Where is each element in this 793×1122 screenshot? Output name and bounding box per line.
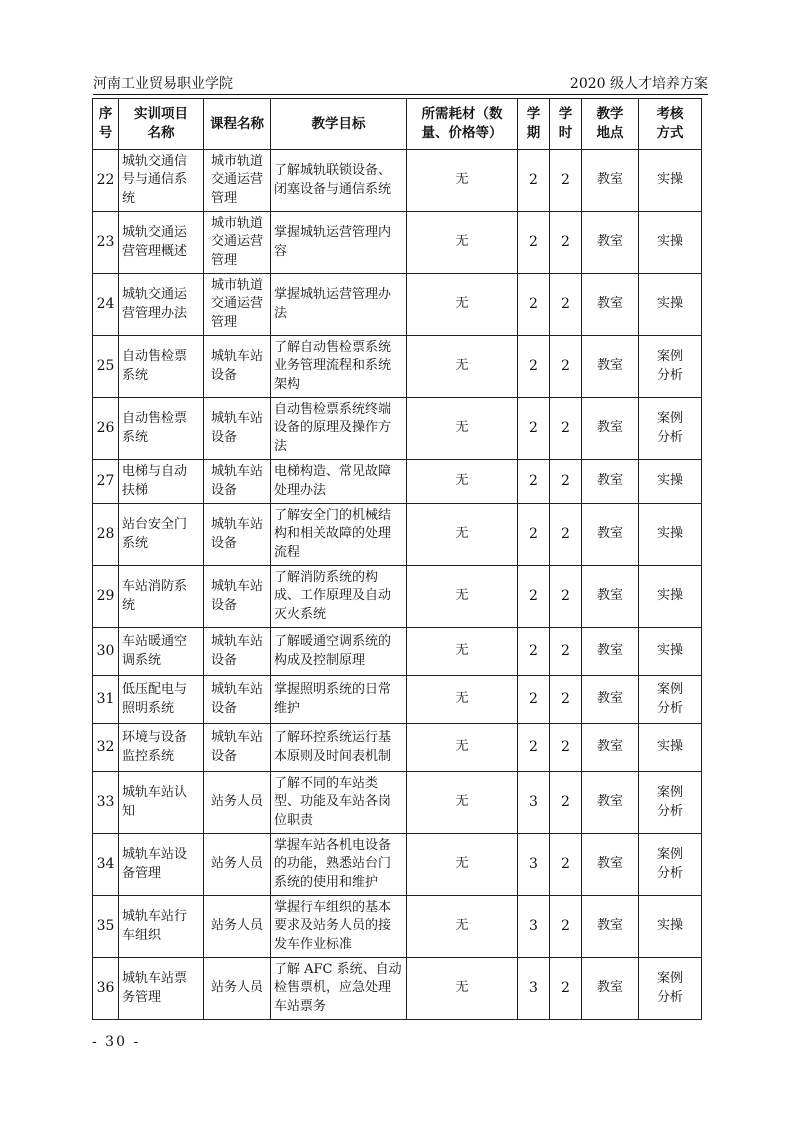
table-row: [93, 150, 702, 212]
cell-materials: 无: [407, 504, 518, 566]
cell-course: 城市轨道交通运营管理: [204, 212, 271, 274]
cell-assess: 实操: [639, 896, 702, 958]
cell-course: 城轨车站设备: [204, 566, 271, 628]
cell-place: 教室: [582, 150, 639, 212]
cell-term: 2: [518, 274, 550, 336]
cell-no: 31: [93, 676, 119, 724]
cell-term: 3: [518, 772, 550, 834]
cell-no: 24: [93, 274, 119, 336]
cell-item: 自动售检票系统: [119, 398, 204, 460]
cell-materials: 无: [407, 834, 518, 896]
table-row: [93, 834, 702, 896]
cell-course: 城市轨道交通运营管理: [204, 150, 271, 212]
cell-item: 车站暖通空调系统: [119, 628, 204, 676]
cell-materials: 无: [407, 398, 518, 460]
cell-term: 2: [518, 676, 550, 724]
cell-no: 36: [93, 958, 119, 1020]
page-header: [93, 73, 708, 93]
table-row: [93, 958, 702, 1020]
cell-item: 城轨车站认知: [119, 772, 204, 834]
cell-item: 电梯与自动扶梯: [119, 460, 204, 504]
cell-materials: 无: [407, 958, 518, 1020]
cell-materials: 无: [407, 336, 518, 398]
cell-course: 城轨车站设备: [204, 724, 271, 772]
cell-assess: 实操: [639, 212, 702, 274]
col-term: 学期: [518, 99, 550, 150]
table-row: [93, 274, 702, 336]
cell-goal: 了解不同的车站类型、功能及车站各岗位职责: [271, 772, 407, 834]
cell-goal: 了解消防系统的构成、工作原理及自动灭火系统: [271, 566, 407, 628]
cell-hours: 2: [550, 628, 582, 676]
cell-assess: 案例分析: [639, 676, 702, 724]
cell-goal: 掌握城轨运营管理内容: [271, 212, 407, 274]
cell-term: 3: [518, 958, 550, 1020]
cell-assess: 案例分析: [639, 398, 702, 460]
cell-item: 环境与设备监控系统: [119, 724, 204, 772]
cell-hours: 2: [550, 398, 582, 460]
cell-no: 35: [93, 896, 119, 958]
cell-materials: 无: [407, 212, 518, 274]
cell-goal: 掌握照明系统的日常维护: [271, 676, 407, 724]
cell-course: 城轨车站设备: [204, 628, 271, 676]
cell-hours: 2: [550, 150, 582, 212]
cell-no: 27: [93, 460, 119, 504]
cell-place: 教室: [582, 724, 639, 772]
cell-assess: 案例分析: [639, 834, 702, 896]
cell-item: 低压配电与照明系统: [119, 676, 204, 724]
cell-item: 城轨交通运营管理概述: [119, 212, 204, 274]
cell-materials: 无: [407, 460, 518, 504]
cell-course: 站务人员: [204, 896, 271, 958]
cell-goal: 掌握车站各机电设备的功能，熟悉站台门系统的使用和维护: [271, 834, 407, 896]
cell-item: 自动售检票系统: [119, 336, 204, 398]
cell-no: 34: [93, 834, 119, 896]
cell-materials: 无: [407, 896, 518, 958]
cell-course: 城市轨道交通运营管理: [204, 274, 271, 336]
cell-assess: 实操: [639, 504, 702, 566]
table-row: [93, 628, 702, 676]
cell-term: 2: [518, 460, 550, 504]
cell-item: 车站消防系统: [119, 566, 204, 628]
table-row: [93, 896, 702, 958]
school-name: 河南工业贸易职业学院: [93, 76, 233, 92]
cell-materials: 无: [407, 628, 518, 676]
cell-materials: 无: [407, 772, 518, 834]
cell-hours: 2: [550, 274, 582, 336]
cell-item: 城轨车站票务管理: [119, 958, 204, 1020]
header-rule: [93, 94, 708, 95]
cell-goal: 了解城轨联锁设备、闭塞设备与通信系统: [271, 150, 407, 212]
cell-term: 2: [518, 150, 550, 212]
cell-hours: 2: [550, 336, 582, 398]
cell-goal: 了解环控系统运行基本原则及时间表机制: [271, 724, 407, 772]
cell-place: 教室: [582, 398, 639, 460]
cell-assess: 案例分析: [639, 336, 702, 398]
col-no: 序号: [93, 99, 119, 150]
cell-goal: 电梯构造、常见故障处理办法: [271, 460, 407, 504]
cell-assess: 实操: [639, 566, 702, 628]
table-row: [93, 212, 702, 274]
cell-term: 2: [518, 398, 550, 460]
cell-place: 教室: [582, 628, 639, 676]
col-materials: 所需耗材（数量、价格等）: [407, 99, 518, 150]
cell-assess: 实操: [639, 724, 702, 772]
cell-item: 城轨交通信号与通信系统: [119, 150, 204, 212]
cell-assess: 实操: [639, 460, 702, 504]
cell-goal: 掌握行车组织的基本要求及站务人员的接发车作业标准: [271, 896, 407, 958]
cell-hours: 2: [550, 958, 582, 1020]
cell-term: 2: [518, 566, 550, 628]
cell-goal: 了解安全门的机械结构和相关故障的处理流程: [271, 504, 407, 566]
cell-course: 城轨车站设备: [204, 504, 271, 566]
cell-course: 城轨车站设备: [204, 676, 271, 724]
cell-hours: 2: [550, 460, 582, 504]
col-assess: 考核方式: [639, 99, 702, 150]
col-item: 实训项目名称: [119, 99, 204, 150]
cell-hours: 2: [550, 212, 582, 274]
cell-place: 教室: [582, 834, 639, 896]
cell-no: 28: [93, 504, 119, 566]
cell-course: 城轨车站设备: [204, 460, 271, 504]
cell-place: 教室: [582, 566, 639, 628]
cell-term: 2: [518, 336, 550, 398]
cell-materials: 无: [407, 676, 518, 724]
cell-hours: 2: [550, 896, 582, 958]
table-row: [93, 566, 702, 628]
table-row: [93, 398, 702, 460]
cell-hours: 2: [550, 724, 582, 772]
col-goal: 教学目标: [271, 99, 407, 150]
cell-place: 教室: [582, 212, 639, 274]
cell-goal: 了解暖通空调系统的构成及控制原理: [271, 628, 407, 676]
cell-item: 站台安全门系统: [119, 504, 204, 566]
program-title: 2020 级人才培养方案: [569, 76, 708, 92]
cell-term: 3: [518, 896, 550, 958]
cell-no: 33: [93, 772, 119, 834]
cell-term: 2: [518, 504, 550, 566]
training-table: [92, 98, 702, 1020]
cell-no: 25: [93, 336, 119, 398]
cell-place: 教室: [582, 504, 639, 566]
page-number: - 30 -: [92, 1034, 141, 1050]
cell-goal: 自动售检票系统终端设备的原理及操作方法: [271, 398, 407, 460]
cell-place: 教室: [582, 336, 639, 398]
cell-term: 3: [518, 834, 550, 896]
cell-materials: 无: [407, 566, 518, 628]
cell-place: 教室: [582, 958, 639, 1020]
cell-place: 教室: [582, 896, 639, 958]
cell-course: 站务人员: [204, 772, 271, 834]
cell-goal: 了解自动售检票系统业务管理流程和系统架构: [271, 336, 407, 398]
cell-course: 城轨车站设备: [204, 336, 271, 398]
cell-term: 2: [518, 628, 550, 676]
cell-item: 城轨车站设备管理: [119, 834, 204, 896]
cell-item: 城轨车站行车组织: [119, 896, 204, 958]
cell-place: 教室: [582, 772, 639, 834]
cell-course: 站务人员: [204, 834, 271, 896]
cell-course: 城轨车站设备: [204, 398, 271, 460]
cell-assess: 实操: [639, 628, 702, 676]
col-course: 课程名称: [204, 99, 271, 150]
cell-hours: 2: [550, 834, 582, 896]
cell-goal: 了解 AFC 系统、自动检售票机，应急处理车站票务: [271, 958, 407, 1020]
cell-place: 教室: [582, 676, 639, 724]
cell-hours: 2: [550, 504, 582, 566]
cell-materials: 无: [407, 150, 518, 212]
cell-term: 2: [518, 212, 550, 274]
cell-place: 教室: [582, 274, 639, 336]
cell-term: 2: [518, 724, 550, 772]
table-row: [93, 676, 702, 724]
cell-materials: 无: [407, 274, 518, 336]
cell-materials: 无: [407, 724, 518, 772]
cell-hours: 2: [550, 772, 582, 834]
cell-place: 教室: [582, 460, 639, 504]
cell-course: 站务人员: [204, 958, 271, 1020]
col-hours: 学时: [550, 99, 582, 150]
cell-item: 城轨交通运营管理办法: [119, 274, 204, 336]
cell-assess: 实操: [639, 150, 702, 212]
table-row: [93, 724, 702, 772]
cell-assess: 案例分析: [639, 772, 702, 834]
table-row: [93, 460, 702, 504]
table-row: [93, 336, 702, 398]
cell-no: 30: [93, 628, 119, 676]
table-header-row: [93, 99, 702, 150]
cell-assess: 实操: [639, 274, 702, 336]
cell-assess: 案例分析: [639, 958, 702, 1020]
cell-hours: 2: [550, 566, 582, 628]
table-row: [93, 772, 702, 834]
cell-no: 26: [93, 398, 119, 460]
table-row: [93, 504, 702, 566]
cell-no: 23: [93, 212, 119, 274]
col-place: 教学地点: [582, 99, 639, 150]
cell-hours: 2: [550, 676, 582, 724]
cell-no: 32: [93, 724, 119, 772]
cell-no: 29: [93, 566, 119, 628]
cell-goal: 掌握城轨运营管理办法: [271, 274, 407, 336]
cell-no: 22: [93, 150, 119, 212]
